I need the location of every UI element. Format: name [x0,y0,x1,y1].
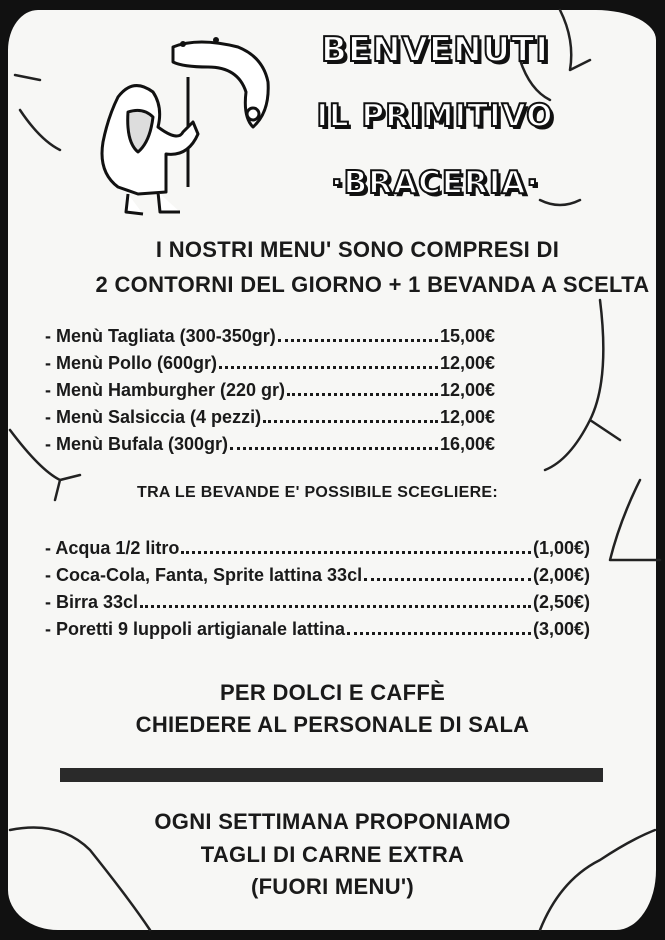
footer-line-3: (FUORI MENU') [250,874,415,899]
menu-item-name: - Menù Salsiccia (4 pezzi) [45,407,262,427]
menu-item-price: 16,00€ [439,434,495,454]
drink-item-name: - Acqua 1/2 litro [45,538,180,558]
menu-item [45,407,495,428]
menu-item [45,380,495,401]
menu-item-name: - Menù Pollo (600gr) [45,353,218,373]
title-il-primitivo: IL PRIMITIVO [316,98,554,134]
dot-leader [364,578,531,581]
menu-item [45,353,495,374]
menu-item-price: 12,00€ [439,407,495,427]
title-braceria: ·BRACERIA· [330,165,540,201]
drink-item-price: (2,00€) [532,565,590,585]
menu-item-price: 12,00€ [439,353,495,373]
menu-item-price: 15,00€ [439,326,495,346]
dot-leader [140,605,531,608]
dot-leader [287,393,438,396]
intro-line-2: 2 CONTORNI DEL GIORNO + 1 BEVANDA A SCELTA [95,272,650,297]
menu-item [45,434,495,455]
drink-item-name: - Poretti 9 luppoli artigianale lattina [45,619,346,639]
caveman-illustration [88,22,278,222]
dot-leader [347,632,531,635]
dessert-line-2: CHIEDERE AL PERSONALE DI SALA [135,712,530,737]
menu-item [45,326,495,347]
divider-bar [60,768,603,782]
intro-line-1: I NOSTRI MENU' SONO COMPRESI DI [155,237,560,262]
drinks-heading: TRA LE BEVANDE E' POSSIBILE SCEGLIERE: [137,484,499,501]
menu-item-name: - Menù Tagliata (300-350gr) [45,326,276,346]
drink-item-price: (2,50€) [532,592,590,612]
drink-item-price: (3,00€) [532,619,590,639]
drink-item [45,592,590,613]
footer-line-1: OGNI SETTIMANA PROPONIAMO [154,809,511,834]
drink-item-name: - Coca-Cola, Fanta, Sprite lattina 33cl [45,565,363,585]
dot-leader [219,366,438,369]
drink-item [45,538,590,559]
dot-leader [230,447,438,450]
dot-leader [181,551,531,554]
drink-item [45,565,590,586]
menu-item-name: - Menù Hamburgher (220 gr) [45,380,286,400]
dot-leader [263,420,438,423]
drink-item-name: - Birra 33cl [45,592,139,612]
drink-item-price: (1,00€) [532,538,590,558]
footer-line-2: TAGLI DI CARNE EXTRA [200,842,465,867]
drink-item [45,619,590,640]
menu-item-name: - Menù Bufala (300gr) [45,434,229,454]
menu-item-price: 12,00€ [439,380,495,400]
dessert-line-1: PER DOLCI E CAFFÈ [219,680,446,705]
title-benvenuti: BENVENUTI [320,30,550,70]
dot-leader [278,339,438,342]
